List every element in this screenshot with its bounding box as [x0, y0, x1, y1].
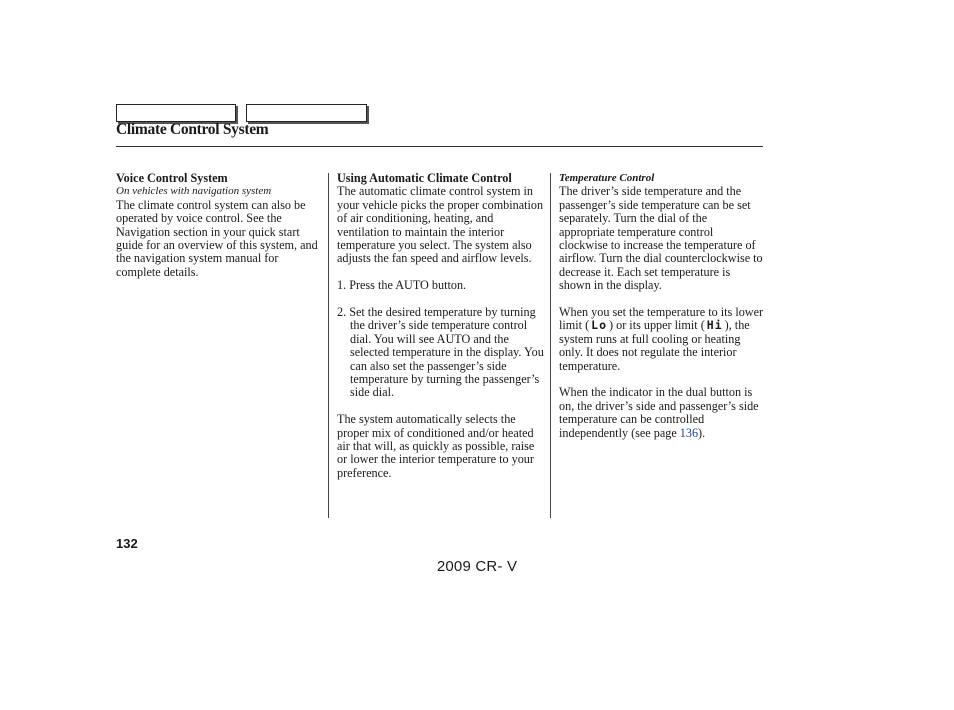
- lo-display-icon: Lo: [591, 318, 607, 333]
- voice-control-heading: Voice Control System: [116, 171, 228, 185]
- limit-text-c: ), the system runs at full cooling or heating only. It does not regulate the interior temperature.: [559, 318, 750, 373]
- column-automatic-climate: [337, 172, 544, 494]
- auto-climate-step-1: 1. Press the AUTO button.: [337, 278, 467, 293]
- voice-control-subheading: On vehicles with navigation system: [116, 185, 272, 198]
- auto-climate-intro: The automatic climate control system in your vehicle picks the proper combination of air conditioning, heating, and ventilation to maintain the interior temperature you select. The system also adjusts the fan speed and airflow levels.: [337, 184, 544, 266]
- page-title: Climate Control System: [116, 121, 269, 138]
- hi-display-icon: Hi: [706, 318, 723, 333]
- dual-text-end: ).: [698, 425, 706, 440]
- nav-button-main-menu[interactable]: [116, 104, 236, 122]
- column-divider-2: [550, 173, 551, 518]
- page-number: 132: [116, 536, 138, 551]
- limit-text-a: When you set the temperature to its lower limit (: [559, 305, 764, 333]
- nav-button-table-of-contents[interactable]: [246, 104, 367, 122]
- dual-text: When the indicator in the dual button is on, the driver’s side and passenger’s side temperature can be controlled independently (see page: [559, 385, 759, 440]
- temperature-control-para-3: [559, 386, 765, 440]
- temperature-control-heading: Temperature Control: [559, 172, 655, 184]
- temperature-control-para-2: [559, 306, 765, 373]
- auto-climate-heading: Using Automatic Climate Control: [337, 171, 512, 185]
- column-voice-control: [116, 172, 321, 293]
- voice-control-body: The climate control system can also be operated by voice control. See the Navigation section in your quick start guide for an overview of this system, and the navigation system manual for complete details.: [116, 197, 318, 279]
- column-divider-1: [328, 173, 329, 518]
- limit-text-b: ) or its upper limit (: [609, 318, 705, 333]
- page-reference-link[interactable]: 136: [679, 425, 699, 440]
- temperature-control-para-1: The driver’s side temperature and the passenger’s side temperature can be set separately. Turn the dial of the appropriate temperature control clockwise to increase the temperature of airflow. Turn the dial counterclockwise to decrease it. Each set temperature is shown in the display.: [559, 184, 763, 293]
- column-temperature-control: [559, 172, 765, 453]
- footer-model-label: 2009 CR- V: [436, 558, 518, 575]
- title-divider: [116, 146, 763, 147]
- auto-climate-step-2: 2. Set the desired temperature by turning the driver’s side temperature control dial. You will see AUTO and the selected temperature in the display. You can also set the passenger’s side temperature by turning the passenger’s side dial.: [337, 305, 544, 400]
- auto-climate-closing: The system automatically selects the proper mix of conditioned and/or heated air that will, as quickly as possible, raise or lower the interior temperature to your preference.: [337, 412, 535, 480]
